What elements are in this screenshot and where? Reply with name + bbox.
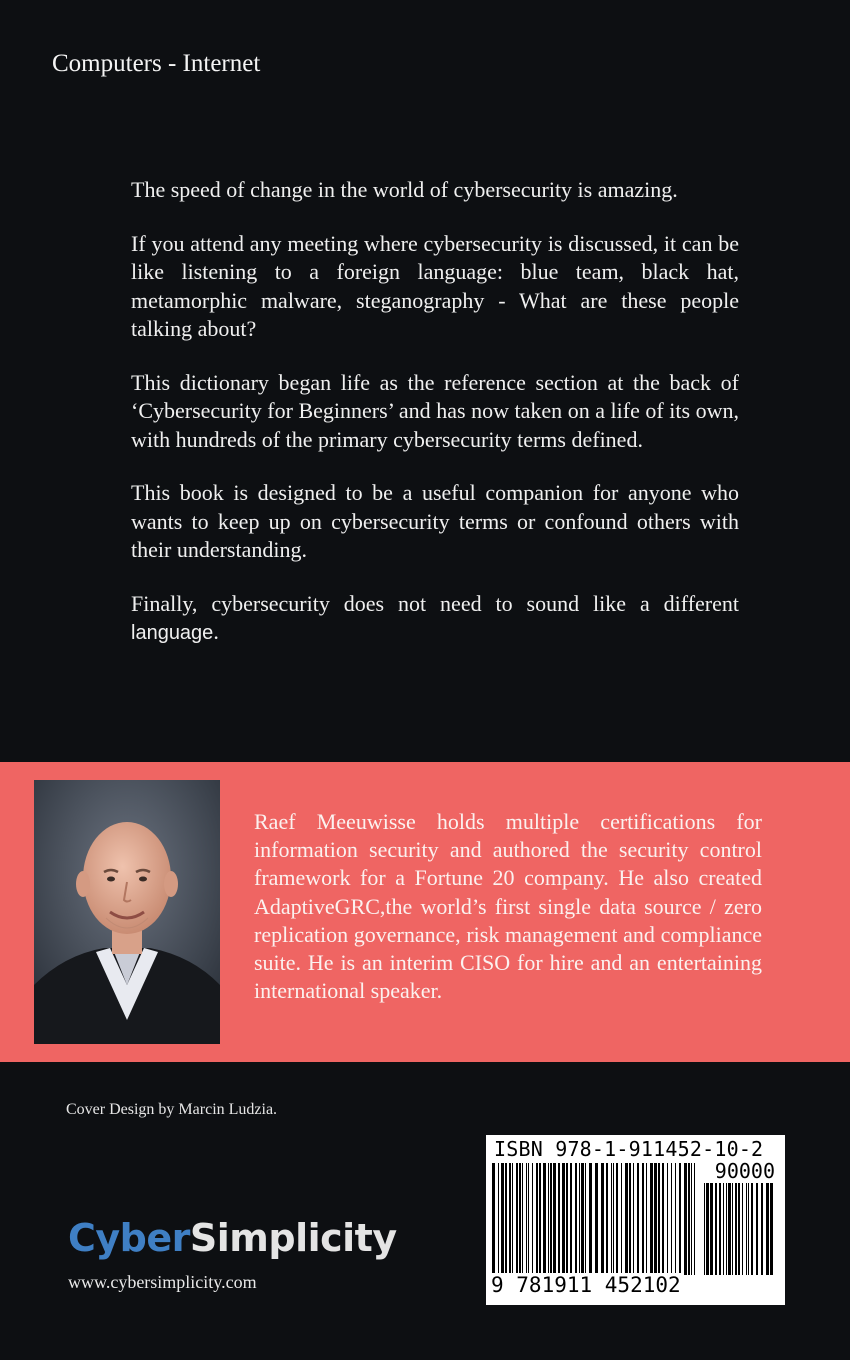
barcode-bar [522,1163,523,1275]
barcode-bar [679,1163,681,1275]
barcode-bar [723,1183,724,1275]
barcode-bar [637,1163,639,1275]
blurb-paragraph [131,590,739,648]
barcode-bar [575,1163,577,1275]
barcode-bar [550,1163,552,1275]
isbn-barcode [486,1135,785,1305]
barcode-bar [548,1163,549,1275]
barcode-bar [558,1163,560,1275]
blurb-paragraph: The speed of change in the world of cybersecurity is amazing. [131,177,678,202]
barcode-bar [770,1183,773,1275]
blurb-paragraph: This book is designed to be a useful companion for anyone who wants to keep up on cybersecurity terms or confound others with their understanding. [131,480,739,562]
logo-simplicity: Simplicity [189,1216,397,1260]
barcode-bar [691,1163,692,1275]
barcode-bar [704,1183,705,1275]
barcode-bar [671,1163,672,1275]
barcode-bar [650,1163,653,1275]
barcode-bar [526,1163,527,1275]
barcode-bar [688,1163,690,1275]
barcode-bar [710,1183,713,1275]
barcode-bar [616,1163,618,1275]
blurb-final-period: . [213,619,219,644]
barcode-bar [642,1163,644,1275]
barcode-bar [706,1183,709,1275]
barcode-bar [532,1163,533,1275]
barcode-bar [658,1163,660,1275]
barcode-bar [667,1163,668,1275]
barcode-bar [528,1163,529,1275]
barcode-bar [570,1163,572,1275]
barcode-bar [539,1163,541,1275]
barcode-bar [694,1163,695,1275]
barcode-bar [501,1163,504,1275]
barcode-bar [601,1163,604,1275]
barcode-bar [509,1163,511,1275]
barcode-bar [646,1163,647,1275]
barcode-bar [579,1163,580,1275]
blurb-final-word: language [131,622,214,644]
barcode-bar [751,1183,753,1275]
barcode-bar [735,1183,737,1275]
barcode-bar [742,1183,743,1275]
barcode-bar [748,1183,749,1275]
barcode-bar [684,1163,687,1275]
barcode-bar [756,1183,758,1275]
barcode-bar [536,1163,538,1275]
barcode-bar [625,1163,628,1275]
barcode-bars [492,1163,702,1275]
barcode-bar [516,1163,518,1275]
author-portrait-image [34,780,220,1044]
barcode-bar [761,1183,763,1275]
barcode-bar [726,1183,727,1275]
barcode-bar [611,1163,612,1275]
barcode-bar [662,1163,664,1275]
logo-cyber: Cyber [68,1216,190,1260]
barcode-bar [654,1163,657,1275]
author-bio: Raef Meeuwisse holds multiple certifications for information security and authored the security control framework for a Fortune 20 company. He also created AdaptiveGRC,the world’s first single data source / zero replication governance, risk management and compliance suite. He is an interim CISO for hire and an entertaining international speaker. [254,809,762,1004]
barcode-bar [675,1163,676,1275]
back-cover-blurb [131,176,739,673]
barcode-bar [505,1163,507,1275]
barcode-bar [543,1163,546,1275]
barcode-bar [746,1183,747,1275]
barcode-bar [766,1183,769,1275]
category-label: Computers - Internet [52,50,261,77]
blurb-final-text: Finally, cybersecurity does not need to sound like a different [131,590,739,616]
blurb-paragraph: If you attend any meeting where cybersecurity is discussed, it can be like listening to a foreign language: blue team, black hat, metamorphic malware, steganography - What are these people talking about? [131,230,739,341]
barcode-bar [512,1163,513,1275]
publisher-website: www.cybersimplicity.com [68,1272,257,1292]
barcode-bar [613,1163,614,1275]
barcode-bar [589,1163,592,1275]
barcode-bar [715,1183,717,1275]
isbn-label: ISBN 978-1-911452-10-2 [494,1137,764,1161]
barcode-bar [633,1163,634,1275]
barcode-bar [732,1183,733,1275]
barcode-bar [498,1163,499,1275]
author-photo [34,780,220,1044]
barcode-bar [519,1163,521,1275]
barcode-bar [738,1183,740,1275]
barcode-bar [562,1163,565,1275]
author-section [0,762,850,1062]
publisher-logo [68,1216,397,1260]
barcode-bar [621,1163,622,1275]
price-code: 90000 [714,1159,775,1183]
barcode-bar [492,1163,495,1275]
barcode-bar [595,1163,598,1275]
barcode-bar [553,1163,556,1275]
barcode-digits: 9 781911 452102 [491,1273,681,1297]
barcode-bar [719,1183,721,1275]
barcode-addon-bars [704,1183,778,1275]
barcode-bar [585,1163,586,1275]
cover-design-credit: Cover Design by Marcin Ludzia. [66,1101,278,1118]
barcode-bar [581,1163,584,1275]
barcode-bar [566,1163,568,1275]
barcode-bar [629,1163,631,1275]
barcode-bar [728,1183,731,1275]
blurb-paragraph: This dictionary began life as the reference section at the back of ‘Cybersecurity for Beginners’ and has now taken on a life of its own, with hundreds of the primary cybersecurity terms defined. [131,369,739,452]
barcode-bar [606,1163,608,1275]
